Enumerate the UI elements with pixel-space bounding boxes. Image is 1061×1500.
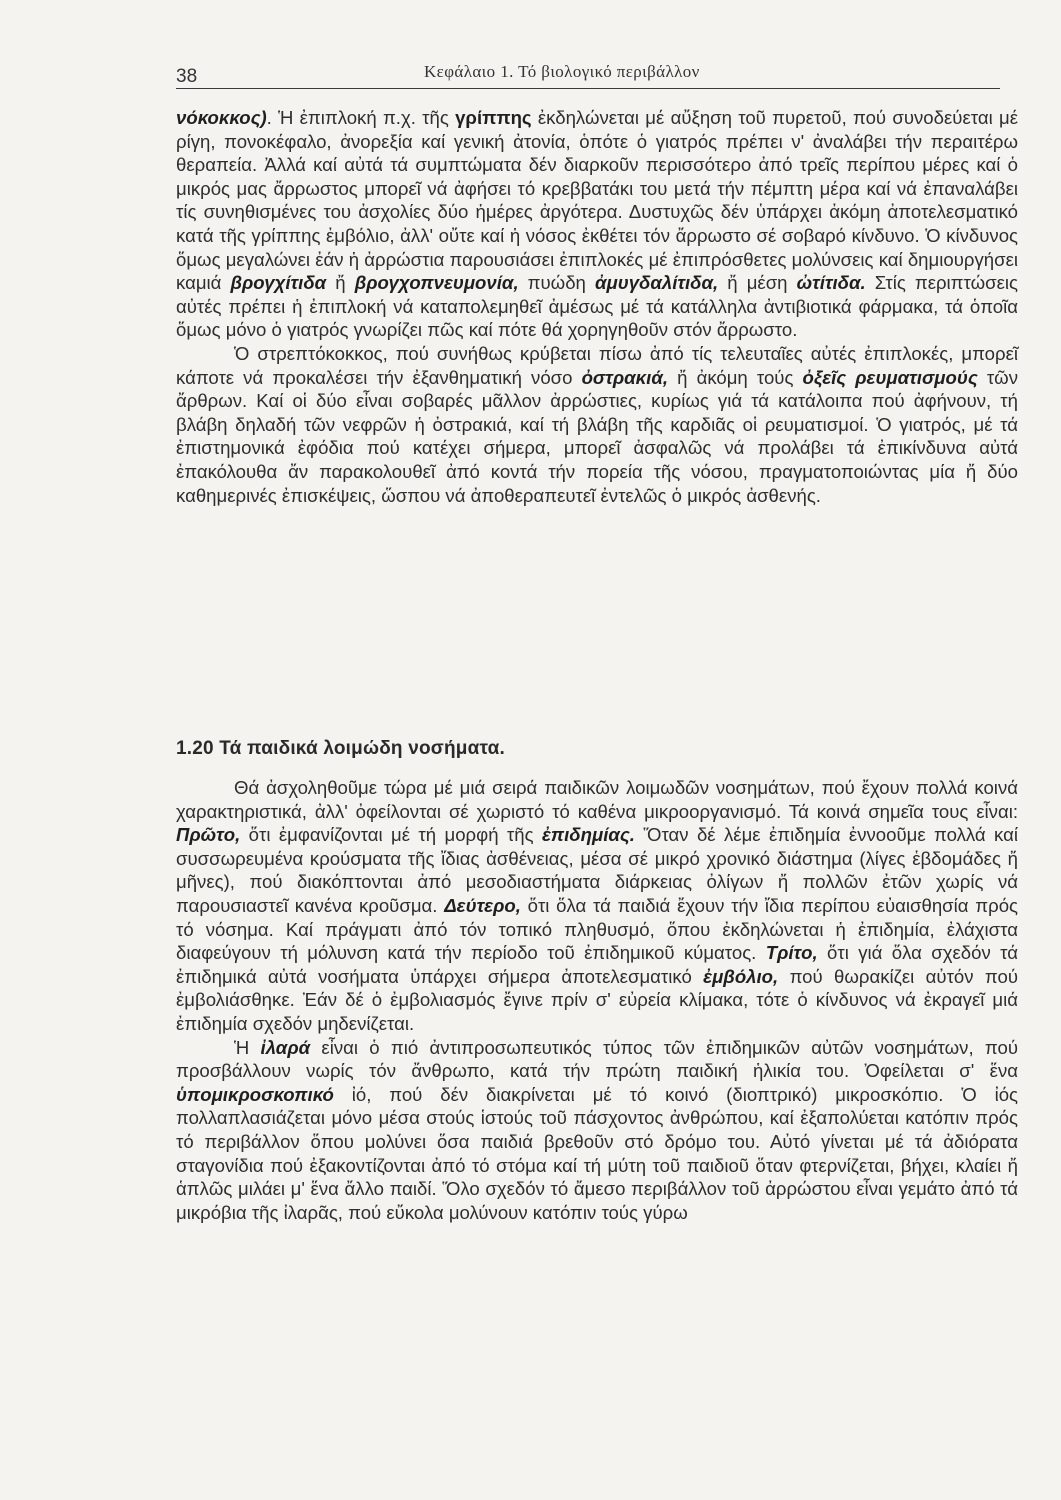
text-run: . Ἡ ἐπιπλοκή π.χ. τῆς	[266, 107, 456, 128]
text-run: Ὅταν δέ λέμε ἐπιδημία ἐννοοῦμε πολλά καί συσσωρευμένα κρούσματα τῆς ἴδιας ἀσθένειας, μέσα σέ μικρό χρονικό διάστημα (λίγες ἑβδομάδες ἤ μῆνες), πού διακόπτονται ἀπό μεσοδιαστήματα διάρκειας ὀλίγων ἤ πολλῶν ἐτῶν χωρίς νά παρουσιαστεῖ κανένα κροῦσμα.	[176, 824, 1018, 916]
page-number: 38	[176, 66, 198, 87]
paragraph	[176, 106, 1018, 342]
text-block-top	[176, 106, 1018, 507]
running-head: Κεφάλαιο 1. Τό βιολογικό περιβάλλον	[424, 62, 700, 81]
page-header	[176, 60, 1000, 89]
emphasized-term: ὠτίτιδα.	[796, 272, 866, 294]
text-run: ἰό, πού δέν διακρίνεται μέ τό κοινό (διοπτρικό) μικροσκόπιο. Ὁ ἰός πολλαπλασιάζεται μόνο μέσα στούς ἱστούς τοῦ πάσχοντος ἀνθρώπου, καί ἐξαπολύεται κατόπιν πρός τό περιβάλλον ὅπου μολύνει ὅσα παιδιά βρεθοῦν στό δρόμο του. Αὐτό γίνεται μέ τά ἀδιόρατα σταγονίδια πού ἐξακοντίζονται ἀπό τό στόμα καί τή μύτη τοῦ παιδιοῦ ὅταν φτερνίζεται, βήχει, κλαίει ἤ ἁπλῶς μιλάει μ' ἕνα ἄλλο παιδί. Ὅλο σχεδόν τό ἄμεσο περιβάλλον τοῦ ἀρρώστου εἶναι γεμάτο ἀπό τά μικρόβια τῆς ἰλαρᾶς, πού εὔκολα μολύνουν κατόπιν τούς γύρω	[176, 1083, 1018, 1223]
text-run: ὅτι ὅλα τά παιδιά ἔχουν τήν ἴδια περίπου εὐαισθησία πρός τό νόσημα. Καί πράγματι ἀπό τόν τοπικό πληθυσμό, ὅπου ἐκδηλώνεται ἡ ἐπιδημία, ἐλάχιστα διαφεύγουν τή μόλυνση κατά τήν περίοδο τοῦ ἐπιδημικοῦ κύματος.	[176, 894, 1018, 964]
text-run: Ὁ στρεπτόκοκκος, πού συνήθως κρύβεται πίσω ἀπό τίς τελευταῖες αὐτές ἐπιπλοκές, μπορεῖ κάποτε νά προκαλέσει τήν ἐξανθηματική νόσο	[176, 342, 1018, 388]
text-run: ὅτι ἐμφανίζονται μέ τή μορφή τῆς	[240, 824, 542, 846]
text-run: Στίς περιπτώσεις αὐτές πρέπει ἡ ἐπιπλοκή νά καταπολεμηθεῖ ἀμέσως μέ τά κατάλληλα ἀντιβιοτικά φάρμακα, τά ὁποῖα ὅμως μόνο ὁ γιατρός γνωρίζει πῶς καί πότε θά χορηγηθοῦν στόν ἄρρωστο.	[176, 272, 1018, 341]
text-run: εἶναι ὁ πιό ἀντιπροσωπευτικός τύπος τῶν ἐπιδημικῶν αὐτῶν νοσημάτων, πού προσβάλλουν νωρίς τόν ἄνθρωπο, κατά τήν πρώτη παιδική ἡλικία του. Ὀφείλεται σ' ἕνα	[176, 1036, 1018, 1082]
paragraph	[176, 776, 1018, 1036]
emphasized-term: βρογχίτιδα	[230, 272, 327, 294]
emphasized-term: ὀξεῖς ρευματισμούς	[802, 366, 978, 388]
emphasized-term: βρογχοπνευμονία,	[354, 272, 519, 294]
emphasized-term: ἐπιδημίας.	[541, 824, 635, 846]
text-run: πού θωρακίζει αὐτόν πού ἐμβολιάσθηκε. Ἐάν δέ ὁ ἐμβολιασμός ἔγινε πρίν σ' εὐρεία κλίμακα, τότε ὁ κίνδυνος νά ἐκραγεῖ μιά ἐπιδημία σχεδόν μηδενίζεται.	[176, 965, 1018, 1034]
emphasized-term: Πρῶτο,	[176, 824, 241, 846]
emphasized-term: ἐμβόλιο,	[703, 965, 779, 987]
text-run: ἤ μέση	[718, 272, 797, 294]
text-run: πυώδη	[518, 272, 595, 294]
emphasized-term: Τρίτο,	[765, 942, 818, 964]
emphasized-term: Δεύτερο,	[444, 894, 521, 916]
section-heading: 1.20 Τά παιδικά λοιμώδη νοσήματα.	[176, 738, 506, 759]
text-run: Ἡ	[234, 1036, 261, 1058]
text-run: Θά ἀσχοληθοῦμε τώρα μέ μιά σειρά παιδικῶν λοιμωδῶν νοσημάτων, πού ἔχουν πολλά κοινά χαρακτηριστικά, ἀλλ' ὀφείλονται σέ χωριστό τό καθένα μικροοργανισμό. Τά κοινά σημεῖα τους εἶναι:	[176, 777, 1018, 822]
emphasized-term: ἰλαρά	[260, 1036, 311, 1058]
text-run: ἐκδηλώνεται μέ αὔξηση τοῦ πυρετοῦ, πού συνοδεύεται μέ ρίγη, πονοκέφαλο, ἀνορεξία καί γενική ἀτονία, ὁπότε ὁ γιατρός πρέπει ν' ἀναλάβει τήν περαιτέρω θεραπεία. Ἀλλά καί αὐτά τά συμπτώματα δέν διαρκοῦν περισσότερο ἀπό τρεῖς περίπου μέρες καί ὁ μικρός μας ἄρρωστος μπορεῖ νά ἀφήσει τό κρεββατάκι του μετά τήν πέμπτη μέρα καί νά ἐπαναλάβει τίς συνηθισμένες του ἀσχολίες δύο ἡμέρες ἀργότερα. Δυστυχῶς δέν ὑπάρχει ἀκόμη ἀποτελεσματικό κατά τῆς γρίππης ἐμβόλιο, ἀλλ' οὔτε καί ἡ νόσος ἐκθέτει τόν ἄρρωστο σέ σοβαρό κίνδυνο. Ὁ κίνδυνος ὅμως μεγαλώνει ἐάν ἡ ἀρρώστια παρουσιάσει ἐπιπλοκές μέ ἐπιπρόσθετες μολύνσεις καί δημιουργήσει καμιά	[176, 107, 1018, 294]
text-run: ἤ	[326, 272, 355, 294]
bold-term: γρίππης	[455, 107, 532, 128]
text-block-bottom	[176, 776, 1018, 1224]
text-run: ὅτι γιά ὅλα σχεδόν τά ἐπιδημικά αὐτά νοσήματα ὑπάρχει σήμερα ἀποτελεσματικό	[176, 942, 1018, 987]
paragraph	[176, 342, 1018, 507]
emphasized-term: ἀμυγδαλίτιδα,	[594, 272, 719, 294]
emphasized-term: ὀστρακιά,	[581, 366, 669, 388]
paragraph	[176, 1036, 1018, 1225]
emphasized-term: ὑπομικροσκοπικό	[176, 1083, 334, 1105]
text-run: τῶν ἄρθρων. Καί οἱ δύο εἶναι σοβαρές μᾶλλον ἀρρώστιες, κυρίως γιά τά κατάλοιπα πού ἀφήνουν, τή βλάβη δηλαδή τῶν νεφρῶν ἡ ὀστρακιά, καί τή βλάβη τῆς καρδιᾶς οἱ ρευματισμοί. Ὁ γιατρός, μέ τά ἐπιστημονικά ἐφόδια πού κατέχει σήμερα, μπορεῖ ἀσφαλῶς νά προλάβει τά ἐπικίνδυνα αὐτά ἐπακόλουθα ἄν παρακολουθεῖ ἀπό κοντά τήν πορεία τῆς νόσου, πραγματοποιώντας μία ἤ δύο καθημερινές ἐπισκέψεις, ὥσπου νά ἀποθεραπευτεῖ ἐντελῶς ὁ μικρός ἀσθενής.	[176, 366, 1018, 506]
emphasized-term: νόκοκκος)	[176, 107, 267, 128]
text-run: ἤ ἀκόμη τούς	[668, 366, 803, 388]
